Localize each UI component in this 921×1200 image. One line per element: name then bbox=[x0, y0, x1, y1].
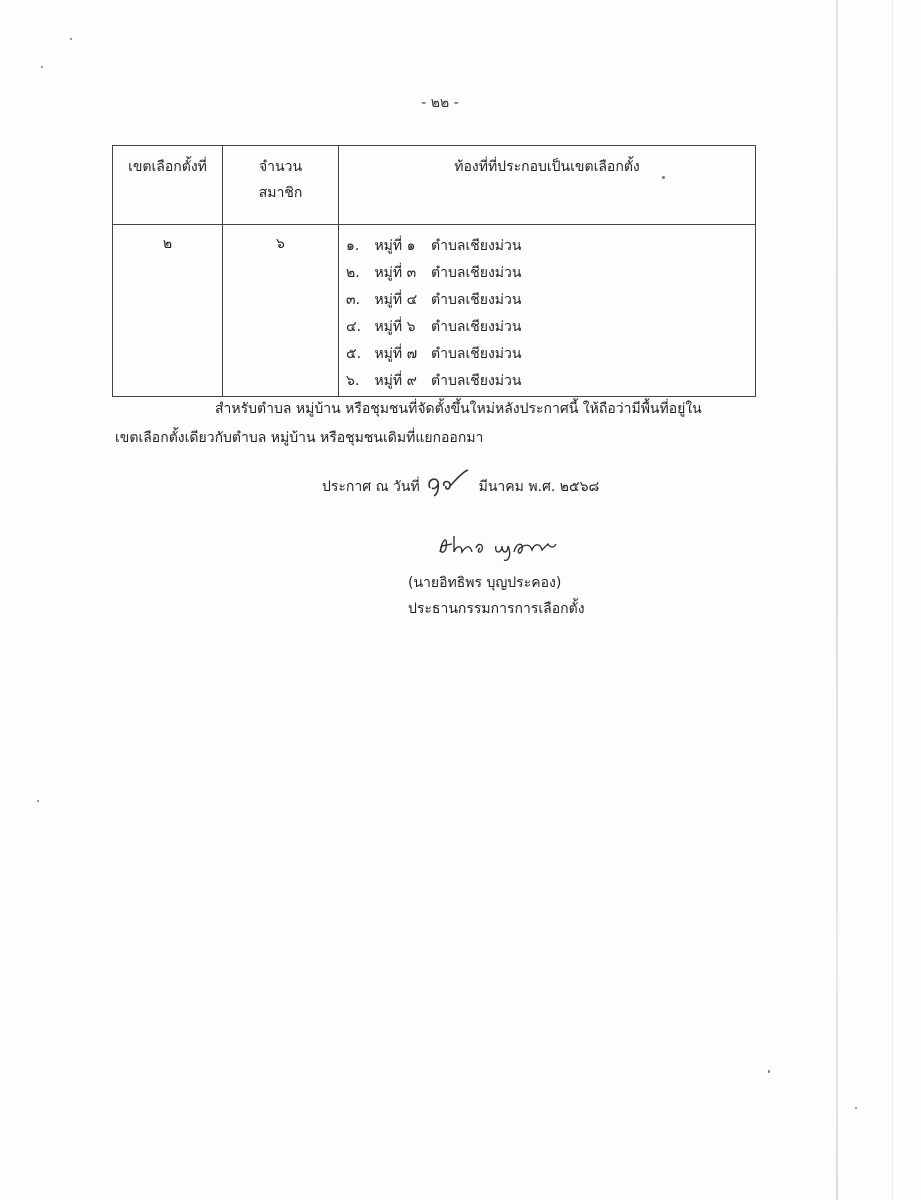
area-cell bbox=[339, 225, 756, 397]
header-district: เขตเลือกตั้งที่ bbox=[113, 146, 223, 225]
subdistrict-name: ตำบลเชียงม่วน bbox=[431, 346, 522, 362]
scan-edge-shadow bbox=[836, 0, 838, 1200]
scan-speck bbox=[70, 38, 72, 40]
page-number: - ๒๒ - bbox=[421, 95, 459, 111]
village-label: หมู่ที่ bbox=[374, 319, 403, 335]
header-members-line2: สมาชิก bbox=[258, 185, 303, 201]
table-row bbox=[113, 225, 756, 397]
subdistrict-name: ตำบลเชียงม่วน bbox=[431, 319, 522, 335]
announcement-date bbox=[322, 470, 599, 504]
signer-name: (นายอิทธิพร บุญประคอง) bbox=[408, 575, 562, 591]
area-index: ๒. bbox=[346, 265, 360, 281]
village-number: ๔ bbox=[406, 292, 418, 308]
village-label: หมู่ที่ bbox=[374, 373, 403, 389]
announcement-suffix: มีนาคม พ.ศ. ๒๕๖๘ bbox=[478, 479, 600, 495]
scan-edge-line bbox=[892, 0, 893, 1200]
village-label: หมู่ที่ bbox=[374, 265, 403, 281]
signature bbox=[432, 530, 562, 568]
area-index: ๓. bbox=[346, 292, 361, 308]
area-index: ๔. bbox=[346, 319, 362, 335]
note-line-2: เขตเลือกตั้งเดียวกับตำบล หมู่บ้าน หรือชุมชนเดิมที่แยกออกมา bbox=[115, 430, 484, 446]
scan-speck bbox=[855, 1107, 857, 1109]
subdistrict-name: ตำบลเชียงม่วน bbox=[431, 373, 522, 389]
village-label: หมู่ที่ bbox=[374, 346, 403, 362]
area-index: ๖. bbox=[346, 373, 360, 389]
area-list bbox=[340, 233, 754, 395]
village-label: หมู่ที่ bbox=[374, 238, 403, 254]
subdistrict-name: ตำบลเชียงม่วน bbox=[431, 292, 522, 308]
header-members bbox=[223, 146, 339, 225]
list-item bbox=[346, 287, 754, 314]
header-areas: ท้องที่ที่ประกอบเป็นเขตเลือกตั้ง bbox=[339, 146, 756, 225]
village-number: ๓ bbox=[406, 265, 417, 281]
village-label: หมู่ที่ bbox=[374, 292, 403, 308]
handwritten-day-mark bbox=[424, 468, 474, 498]
header-members-line1: จำนวน bbox=[258, 159, 303, 175]
village-number: ๑ bbox=[406, 238, 416, 254]
table-header-row bbox=[113, 146, 756, 225]
village-number: ๖ bbox=[406, 319, 416, 335]
scan-speck bbox=[37, 800, 39, 802]
list-item bbox=[346, 368, 754, 395]
district-number: ๒ bbox=[113, 225, 223, 397]
note-paragraph bbox=[115, 395, 765, 453]
district-table bbox=[112, 145, 756, 397]
note-line-1: สำหรับตำบล หมู่บ้าน หรือชุมชนที่จัดตั้งขึ้นใหม่หลังประกาศนี้ ให้ถือว่ามีพื้นที่อยู่ใน bbox=[215, 401, 702, 417]
subdistrict-name: ตำบลเชียงม่วน bbox=[431, 238, 522, 254]
village-number: ๗ bbox=[406, 346, 418, 362]
area-index: ๕. bbox=[346, 346, 362, 362]
list-item bbox=[346, 314, 754, 341]
area-index: ๑. bbox=[346, 238, 360, 254]
signature-mark bbox=[432, 530, 562, 564]
announcement-prefix: ประกาศ ณ วันที่ bbox=[322, 479, 420, 495]
member-count: ๖ bbox=[223, 225, 339, 397]
subdistrict-name: ตำบลเชียงม่วน bbox=[431, 265, 522, 281]
scan-speck bbox=[41, 66, 43, 68]
list-item bbox=[346, 233, 754, 260]
village-number: ๙ bbox=[406, 373, 417, 389]
handwritten-day bbox=[424, 468, 474, 502]
scan-speck bbox=[768, 1070, 770, 1073]
list-item bbox=[346, 260, 754, 287]
list-item bbox=[346, 341, 754, 368]
signer-title: ประธานกรรมการการเลือกตั้ง bbox=[408, 601, 585, 617]
